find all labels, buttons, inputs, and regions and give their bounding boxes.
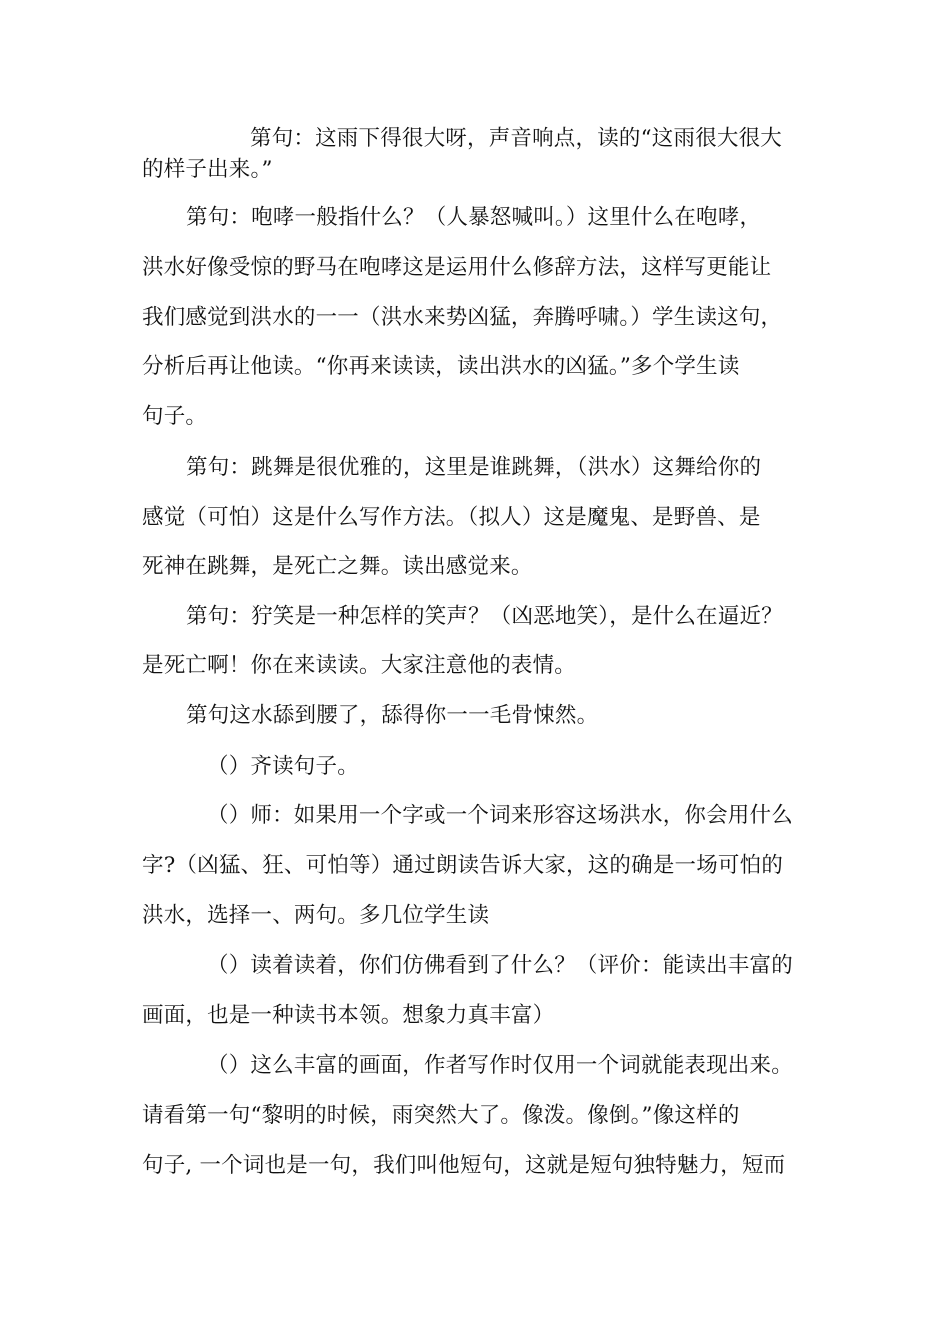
text-line: 分析后再让他读。“你再来读读，读出洪水的凶猛。”多个学生读 — [142, 354, 740, 379]
text-line: 第句：这雨下得很大呀，声音响点，读的“这雨很大很大 — [250, 126, 782, 151]
text-line: 第句这水舔到腰了，舔得你一一毛骨悚然。 — [186, 703, 599, 728]
text-line: 是死亡啊！你在来读读。大家注意他的表情。 — [142, 653, 577, 678]
text-line: 感觉（可怕）这是什么写作方法。（拟人）这是魔鬼、是野兽、是 — [142, 505, 761, 530]
text-line: （）齐读句子。 — [207, 754, 359, 779]
text-line: 第句：狞笑是一种怎样的笑声？（凶恶地笑），是什么在逼近？ — [186, 604, 783, 629]
text-line: 的样子出来。” — [142, 157, 273, 182]
text-line: （）读着读着，你们仿佛看到了什么？（评价：能读出丰富的 — [207, 953, 793, 978]
text-line: 洪水，选择一、两句。多几位学生读 — [142, 903, 490, 928]
text-line: 句子。 — [142, 404, 208, 429]
text-line: 画面，也是一种读书本领。想象力真丰富） — [142, 1003, 555, 1028]
text-line: 死神在跳舞，是死亡之舞。读出感觉来。 — [142, 554, 533, 579]
text-line: 洪水好像受惊的野马在咆哮这是运用什么修辞方法，这样写更能让 — [142, 255, 772, 280]
text-line: 第句：跳舞是很优雅的，这里是谁跳舞，（洪水）这舞给你的 — [186, 455, 762, 480]
text-line: 句子, 一个词也是一句，我们叫他短句，这就是短句独特魅力，短而 — [142, 1153, 786, 1178]
text-line: 我们感觉到洪水的一一（洪水来势凶猛，奔腾呼啸。）学生读这句， — [142, 305, 783, 330]
text-line: 字?（凶猛、狂、可怕等）通过朗读告诉大家，这的确是一场可怕的 — [142, 853, 784, 878]
text-line: （）师：如果用一个字或一个词来形容这场洪水，你会用什么 — [207, 803, 793, 828]
text-line: （）这么丰富的画面，作者写作时仅用一个词就能表现出来。 — [207, 1053, 793, 1078]
text-line: 第句：咆哮一般指什么？（人暴怒喊叫。）这里什么在咆哮， — [186, 205, 762, 230]
text-line: 请看第一句“黎明的时候，雨突然大了。像泼。像倒。”像这样的 — [142, 1103, 740, 1128]
